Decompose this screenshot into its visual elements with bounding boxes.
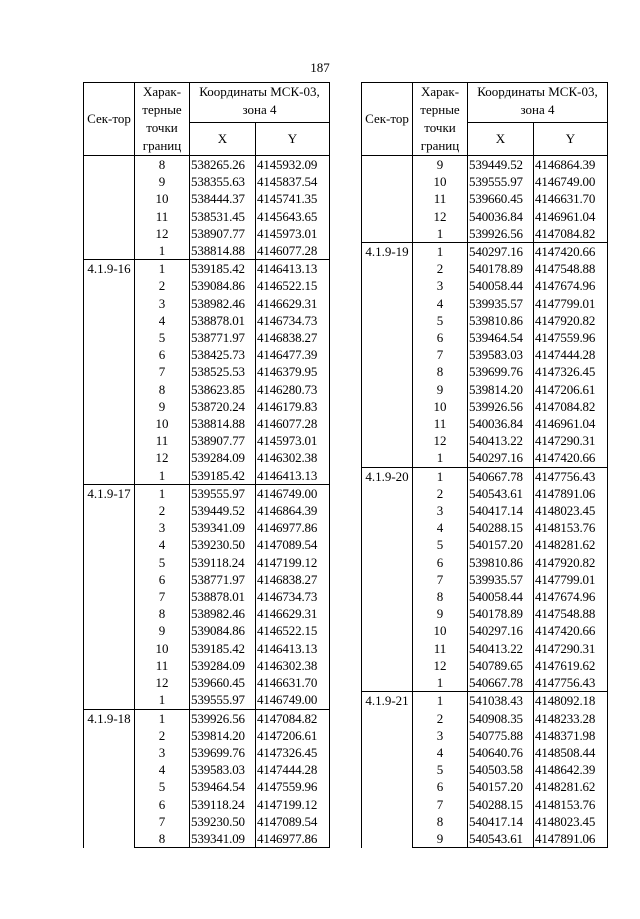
y-cell: 4147199.12 [256, 796, 330, 813]
x-cell: 539341.09 [190, 519, 256, 536]
point-cell: 1 [413, 225, 468, 243]
y-cell: 4147799.01 [534, 295, 608, 312]
y-cell: 4148281.62 [534, 536, 608, 553]
y-cell: 4145643.65 [256, 208, 330, 225]
point-cell: 4 [135, 312, 190, 329]
x-cell: 540288.15 [468, 796, 534, 813]
y-cell: 4146864.39 [256, 502, 330, 519]
x-cell: 539660.45 [190, 674, 256, 691]
point-cell: 7 [413, 571, 468, 588]
y-cell: 4148153.76 [534, 519, 608, 536]
y-cell: 4146631.70 [256, 674, 330, 691]
y-cell: 4147619.62 [534, 657, 608, 674]
y-cell: 4145741.35 [256, 190, 330, 207]
sector-cell [84, 156, 135, 260]
y-cell: 4147326.45 [256, 744, 330, 761]
y-cell: 4148233.28 [534, 710, 608, 727]
point-cell: 10 [135, 640, 190, 657]
y-cell: 4146977.86 [256, 830, 330, 848]
y-cell: 4147799.01 [534, 571, 608, 588]
point-cell: 9 [413, 156, 468, 174]
y-cell: 4145837.54 [256, 173, 330, 190]
x-cell: 540413.22 [468, 432, 534, 449]
sector-cell: 4.1.9-20 [362, 467, 413, 692]
y-cell: 4146477.39 [256, 346, 330, 363]
header-coords: Координаты МСК-03, зона 4 [190, 83, 330, 123]
point-cell: 1 [135, 484, 190, 502]
point-cell: 3 [135, 295, 190, 312]
x-cell: 539555.97 [190, 484, 256, 502]
x-cell: 540058.44 [468, 588, 534, 605]
x-cell: 539464.54 [190, 778, 256, 795]
coordinates-table-right [361, 82, 608, 848]
x-cell: 538907.77 [190, 432, 256, 449]
y-cell: 4146961.04 [534, 208, 608, 225]
table-row [362, 156, 608, 174]
y-cell: 4147290.31 [534, 640, 608, 657]
x-cell: 540413.22 [468, 640, 534, 657]
point-cell: 10 [135, 190, 190, 207]
x-cell: 538982.46 [190, 605, 256, 622]
page-number: 187 [310, 60, 330, 75]
point-cell: 3 [413, 727, 468, 744]
y-cell: 4147548.88 [534, 260, 608, 277]
point-cell: 10 [135, 415, 190, 432]
point-cell: 1 [413, 467, 468, 485]
y-cell: 4147756.43 [534, 467, 608, 485]
point-cell: 8 [135, 830, 190, 848]
y-cell: 4147444.28 [534, 346, 608, 363]
point-cell: 4 [413, 295, 468, 312]
point-cell: 8 [135, 381, 190, 398]
point-cell: 6 [135, 346, 190, 363]
y-cell: 4146734.73 [256, 588, 330, 605]
point-cell: 9 [413, 381, 468, 398]
table-row [84, 156, 330, 174]
point-cell: 5 [413, 536, 468, 553]
point-cell: 7 [135, 813, 190, 830]
point-cell: 6 [413, 329, 468, 346]
point-cell: 1 [413, 243, 468, 261]
x-cell: 539230.50 [190, 813, 256, 830]
point-cell: 9 [413, 830, 468, 848]
y-cell: 4147891.06 [534, 485, 608, 502]
x-cell: 540543.61 [468, 485, 534, 502]
y-cell: 4147559.96 [534, 329, 608, 346]
table-row [84, 484, 330, 502]
point-cell: 4 [413, 519, 468, 536]
point-cell: 12 [413, 432, 468, 449]
x-cell: 539926.56 [190, 709, 256, 727]
y-cell: 4147206.61 [534, 381, 608, 398]
x-cell: 540775.88 [468, 727, 534, 744]
y-cell: 4146864.39 [534, 156, 608, 174]
x-cell: 540178.89 [468, 605, 534, 622]
point-cell: 7 [135, 588, 190, 605]
point-cell: 2 [413, 710, 468, 727]
y-cell: 4147084.82 [534, 398, 608, 415]
y-cell: 4146077.28 [256, 415, 330, 432]
y-cell: 4146749.00 [256, 691, 330, 709]
point-cell: 9 [135, 622, 190, 639]
y-cell: 4146977.86 [256, 519, 330, 536]
point-cell: 5 [413, 761, 468, 778]
y-cell: 4146077.28 [256, 242, 330, 260]
sector-cell: 4.1.9-16 [84, 260, 135, 485]
x-cell: 539583.03 [468, 346, 534, 363]
point-cell: 1 [135, 242, 190, 260]
point-cell: 1 [135, 260, 190, 278]
x-cell: 538814.88 [190, 415, 256, 432]
header-y: Y [534, 122, 608, 155]
y-cell: 4148023.45 [534, 813, 608, 830]
header-sector: Сек-тор [84, 83, 135, 156]
x-cell: 540058.44 [468, 277, 534, 294]
y-cell: 4147674.96 [534, 277, 608, 294]
y-cell: 4145932.09 [256, 156, 330, 174]
y-cell: 4146302.38 [256, 657, 330, 674]
point-cell: 8 [135, 156, 190, 174]
x-cell: 540288.15 [468, 519, 534, 536]
x-cell: 539449.52 [190, 502, 256, 519]
point-cell: 5 [135, 329, 190, 346]
point-cell: 10 [413, 398, 468, 415]
x-cell: 540908.35 [468, 710, 534, 727]
x-cell: 540667.78 [468, 674, 534, 692]
y-cell: 4148153.76 [534, 796, 608, 813]
x-cell: 539230.50 [190, 536, 256, 553]
y-cell: 4147891.06 [534, 830, 608, 848]
x-cell: 539810.86 [468, 312, 534, 329]
x-cell: 540543.61 [468, 830, 534, 848]
y-cell: 4147548.88 [534, 605, 608, 622]
y-cell: 4146961.04 [534, 415, 608, 432]
x-cell: 539449.52 [468, 156, 534, 174]
y-cell: 4147674.96 [534, 588, 608, 605]
y-cell: 4148642.39 [534, 761, 608, 778]
x-cell: 539810.86 [468, 554, 534, 571]
y-cell: 4147084.82 [534, 225, 608, 243]
x-cell: 539118.24 [190, 554, 256, 571]
y-cell: 4147326.45 [534, 363, 608, 380]
point-cell: 12 [135, 674, 190, 691]
y-cell: 4147084.82 [256, 709, 330, 727]
x-cell: 539699.76 [468, 363, 534, 380]
x-cell: 540157.20 [468, 778, 534, 795]
y-cell: 4146522.15 [256, 622, 330, 639]
y-cell: 4146413.13 [256, 640, 330, 657]
y-cell: 4147920.82 [534, 312, 608, 329]
y-cell: 4146379.95 [256, 363, 330, 380]
y-cell: 4147420.66 [534, 622, 608, 639]
header-coords: Координаты МСК-03, зона 4 [468, 83, 608, 123]
point-cell: 4 [135, 761, 190, 778]
point-cell: 5 [135, 778, 190, 795]
y-cell: 4147420.66 [534, 243, 608, 261]
point-cell: 11 [135, 208, 190, 225]
point-cell: 2 [413, 260, 468, 277]
header-point: Харак-терные точки границ [413, 83, 468, 156]
x-cell: 538814.88 [190, 242, 256, 260]
table-row [362, 467, 608, 485]
x-cell: 538265.26 [190, 156, 256, 174]
x-cell: 540297.16 [468, 243, 534, 261]
y-cell: 4146749.00 [256, 484, 330, 502]
x-cell: 540503.58 [468, 761, 534, 778]
point-cell: 1 [135, 467, 190, 485]
x-cell: 539583.03 [190, 761, 256, 778]
point-cell: 6 [135, 571, 190, 588]
table-row [362, 243, 608, 261]
x-cell: 540417.14 [468, 813, 534, 830]
x-cell: 538771.97 [190, 329, 256, 346]
point-cell: 12 [135, 225, 190, 242]
header-sector: Сек-тор [362, 83, 413, 156]
header-x: X [190, 122, 256, 155]
x-cell: 539185.42 [190, 640, 256, 657]
x-cell: 540417.14 [468, 502, 534, 519]
point-cell: 7 [135, 363, 190, 380]
y-cell: 4146522.15 [256, 277, 330, 294]
y-cell: 4147559.96 [256, 778, 330, 795]
point-cell: 2 [413, 485, 468, 502]
x-cell: 539464.54 [468, 329, 534, 346]
point-cell: 9 [135, 398, 190, 415]
x-cell: 539185.42 [190, 467, 256, 485]
y-cell: 4146838.27 [256, 571, 330, 588]
y-cell: 4145973.01 [256, 225, 330, 242]
point-cell: 6 [135, 796, 190, 813]
table-row [84, 709, 330, 727]
point-cell: 8 [413, 588, 468, 605]
point-cell: 1 [413, 692, 468, 710]
y-cell: 4147199.12 [256, 554, 330, 571]
y-cell: 4146413.13 [256, 260, 330, 278]
header-x: X [468, 122, 534, 155]
x-cell: 538878.01 [190, 588, 256, 605]
x-cell: 538444.37 [190, 190, 256, 207]
point-cell: 11 [135, 432, 190, 449]
x-cell: 538623.85 [190, 381, 256, 398]
point-cell: 12 [413, 208, 468, 225]
point-cell: 10 [413, 622, 468, 639]
x-cell: 539555.97 [190, 691, 256, 709]
y-cell: 4146838.27 [256, 329, 330, 346]
point-cell: 3 [413, 277, 468, 294]
point-cell: 2 [135, 502, 190, 519]
y-cell: 4147206.61 [256, 727, 330, 744]
x-cell: 540036.84 [468, 208, 534, 225]
x-cell: 538525.53 [190, 363, 256, 380]
point-cell: 11 [413, 415, 468, 432]
x-cell: 540667.78 [468, 467, 534, 485]
x-cell: 540789.65 [468, 657, 534, 674]
point-cell: 8 [413, 363, 468, 380]
point-cell: 9 [413, 605, 468, 622]
x-cell: 539341.09 [190, 830, 256, 848]
x-cell: 539935.57 [468, 295, 534, 312]
point-cell: 6 [413, 554, 468, 571]
header-y: Y [256, 122, 330, 155]
point-cell: 7 [413, 346, 468, 363]
x-cell: 539084.86 [190, 277, 256, 294]
point-cell: 3 [413, 502, 468, 519]
y-cell: 4147444.28 [256, 761, 330, 778]
point-cell: 1 [135, 709, 190, 727]
x-cell: 539084.86 [190, 622, 256, 639]
y-cell: 4147089.54 [256, 813, 330, 830]
y-cell: 4146749.00 [534, 173, 608, 190]
point-cell: 11 [413, 640, 468, 657]
point-cell: 2 [135, 727, 190, 744]
y-cell: 4146179.83 [256, 398, 330, 415]
x-cell: 539926.56 [468, 225, 534, 243]
x-cell: 539926.56 [468, 398, 534, 415]
point-cell: 3 [135, 744, 190, 761]
y-cell: 4147756.43 [534, 674, 608, 692]
header-point: Харак-терные точки границ [135, 83, 190, 156]
y-cell: 4148371.98 [534, 727, 608, 744]
x-cell: 539118.24 [190, 796, 256, 813]
y-cell: 4146629.31 [256, 605, 330, 622]
sector-cell: 4.1.9-18 [84, 709, 135, 848]
point-cell: 6 [413, 778, 468, 795]
sector-cell: 4.1.9-17 [84, 484, 135, 709]
point-cell: 12 [135, 449, 190, 466]
point-cell: 2 [135, 277, 190, 294]
y-cell: 4148508.44 [534, 744, 608, 761]
point-cell: 7 [413, 796, 468, 813]
x-cell: 538771.97 [190, 571, 256, 588]
point-cell: 9 [135, 173, 190, 190]
y-cell: 4146413.13 [256, 467, 330, 485]
x-cell: 539699.76 [190, 744, 256, 761]
x-cell: 540036.84 [468, 415, 534, 432]
x-cell: 538720.24 [190, 398, 256, 415]
table-row [84, 260, 330, 278]
x-cell: 541038.43 [468, 692, 534, 710]
y-cell: 4148092.18 [534, 692, 608, 710]
point-cell: 11 [413, 190, 468, 207]
x-cell: 540297.16 [468, 449, 534, 467]
point-cell: 4 [413, 744, 468, 761]
x-cell: 539814.20 [468, 381, 534, 398]
x-cell: 538425.73 [190, 346, 256, 363]
x-cell: 540640.76 [468, 744, 534, 761]
coordinates-table-left [83, 82, 330, 848]
sector-cell [362, 156, 413, 243]
x-cell: 538982.46 [190, 295, 256, 312]
x-cell: 538878.01 [190, 312, 256, 329]
x-cell: 538531.45 [190, 208, 256, 225]
x-cell: 539660.45 [468, 190, 534, 207]
y-cell: 4148281.62 [534, 778, 608, 795]
y-cell: 4148023.45 [534, 502, 608, 519]
x-cell: 539185.42 [190, 260, 256, 278]
y-cell: 4147420.66 [534, 449, 608, 467]
point-cell: 4 [135, 536, 190, 553]
point-cell: 5 [135, 554, 190, 571]
x-cell: 540157.20 [468, 536, 534, 553]
point-cell: 1 [413, 674, 468, 692]
x-cell: 539555.97 [468, 173, 534, 190]
y-cell: 4145973.01 [256, 432, 330, 449]
point-cell: 5 [413, 312, 468, 329]
y-cell: 4146629.31 [256, 295, 330, 312]
point-cell: 10 [413, 173, 468, 190]
y-cell: 4147089.54 [256, 536, 330, 553]
point-cell: 11 [135, 657, 190, 674]
y-cell: 4147920.82 [534, 554, 608, 571]
point-cell: 12 [413, 657, 468, 674]
y-cell: 4147290.31 [534, 432, 608, 449]
y-cell: 4146734.73 [256, 312, 330, 329]
x-cell: 539935.57 [468, 571, 534, 588]
point-cell: 1 [135, 691, 190, 709]
y-cell: 4146302.38 [256, 449, 330, 466]
x-cell: 540178.89 [468, 260, 534, 277]
x-cell: 538355.63 [190, 173, 256, 190]
point-cell: 1 [413, 449, 468, 467]
x-cell: 540297.16 [468, 622, 534, 639]
x-cell: 539284.09 [190, 657, 256, 674]
x-cell: 539284.09 [190, 449, 256, 466]
point-cell: 8 [135, 605, 190, 622]
point-cell: 3 [135, 519, 190, 536]
sector-cell: 4.1.9-21 [362, 692, 413, 848]
point-cell: 8 [413, 813, 468, 830]
y-cell: 4146631.70 [534, 190, 608, 207]
sector-cell: 4.1.9-19 [362, 243, 413, 468]
table-row [362, 692, 608, 710]
x-cell: 538907.77 [190, 225, 256, 242]
y-cell: 4146280.73 [256, 381, 330, 398]
x-cell: 539814.20 [190, 727, 256, 744]
